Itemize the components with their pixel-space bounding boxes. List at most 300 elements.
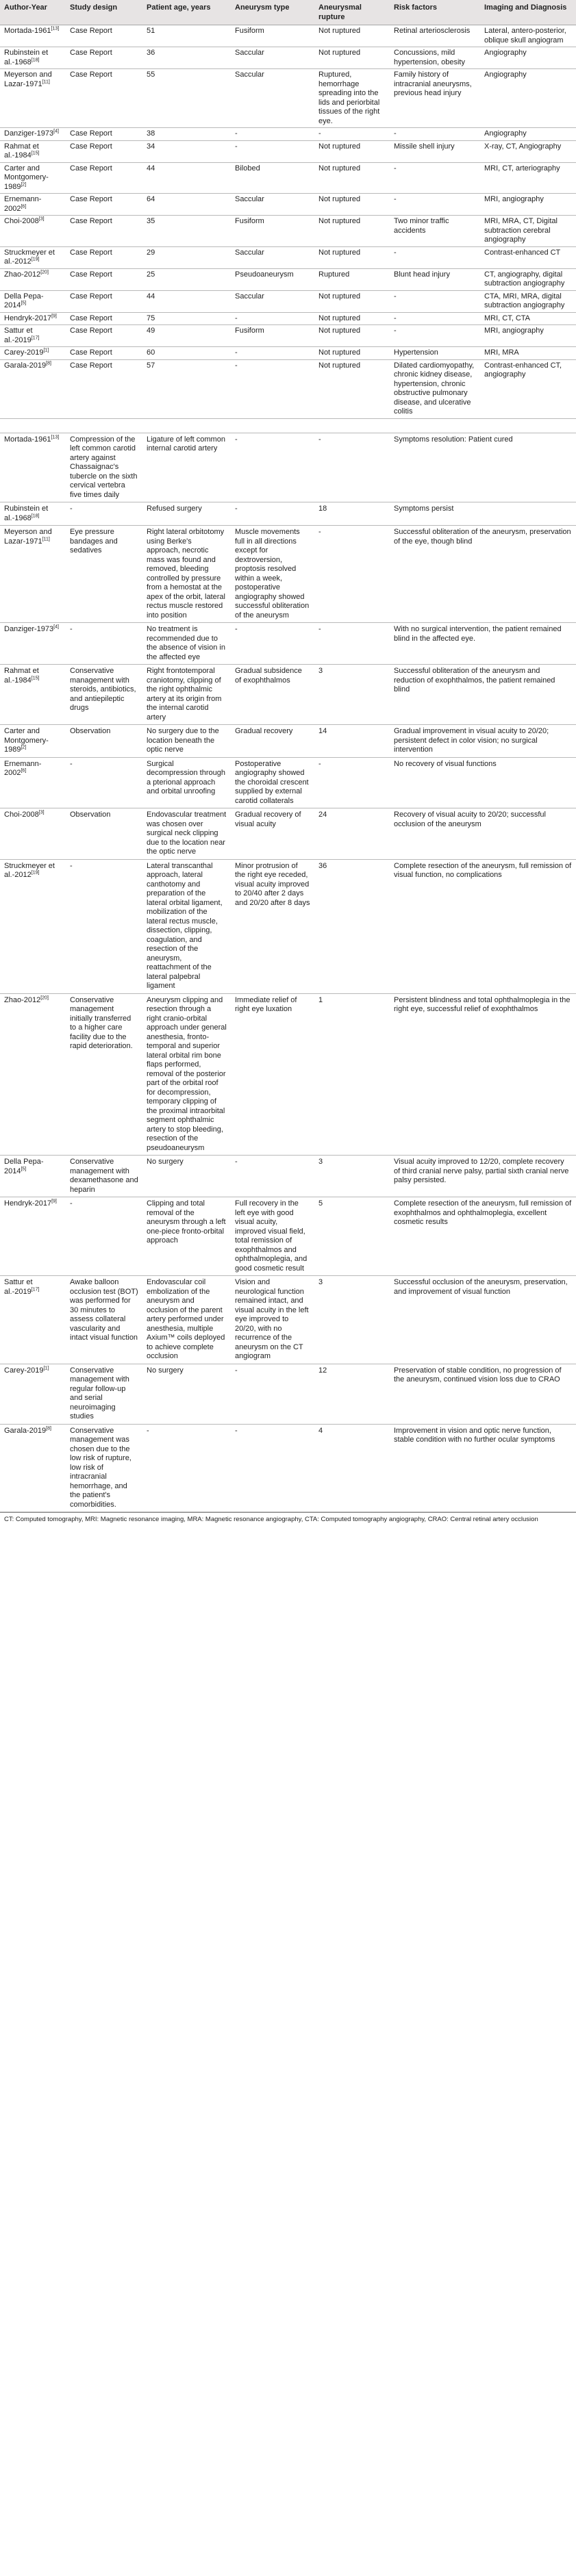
cell-aneurysm-type: - [231,140,314,162]
table-row [0,502,576,526]
table-row [0,325,576,347]
cell-aneurysm-type: - [231,312,314,325]
author-name: Danziger-1973 [4,129,54,138]
cell-postoperative-course: Gradual recovery [231,725,314,758]
cell-author [0,25,66,47]
cell-initial-management: Eye pressure bandages and sedatives [66,526,142,623]
cell-initial-management: Conservative management with steroids, antibiotics, and antiepileptic drugs [66,665,142,725]
cell-author [0,347,66,360]
cell-surgical-treatment: Right lateral orbitotomy using Berke's approach, necrotic mass was found and removed, bleeding controlled by pressure from a hemostat at the apex of the orbit, lateral rectus muscle restored into position [142,526,231,623]
cell-outcome: Persistent blindness and total ophthalmoplegia in the right eye, successful relief of exophthalmos [390,993,576,1156]
header-author: Author-Year [0,0,66,25]
cell-initial-management: Conservative management with regular follow-up and serial neuroimaging studies [66,1364,142,1424]
cell-imaging: X-ray, CT, Angiography [480,140,576,162]
cell-follow-up: 3 [314,665,390,725]
cell-surgical-treatment: Aneurysm clipping and resection through a right cranio-orbital approach under general anesthesia, fronto-temporal and superior lateral orbital rim bone flaps performed, removal of the posterior part of the orbital roof for decompression, temporary clipping of the proximal intraorbital segment ophthalmic artery to stop bleeding, resection of the pseudoaneurysm [142,993,231,1156]
author-name: Danziger-1973 [4,625,54,633]
cell-outcome: Successful occlusion of the aneurysm, preservation, and improvement of visual function [390,1276,576,1364]
reference-citation: [3] [38,216,45,222]
cell-postoperative-course: Postoperative angiography showed the choroidal crescent supplied by external carotid collaterals [231,757,314,808]
cell-imaging: MRI, angiography [480,325,576,347]
cell-patient-age: 44 [142,290,231,312]
author-name: Rahmat et al.-1984 [4,667,39,685]
table-row [0,1364,576,1424]
cell-imaging: Angiography [480,47,576,69]
reference-citation: [11] [42,79,50,84]
reference-citation: [5] [21,301,27,306]
cell-risk-factors: - [390,128,480,141]
author-name: Hendryk-2017 [4,1199,52,1208]
cell-author [0,623,66,665]
cell-risk-factors: - [390,290,480,312]
cell-follow-up: 4 [314,1424,390,1512]
cell-aneurysmal-rupture: Not ruptured [314,290,390,312]
reference-citation: [18] [31,513,40,518]
cell-postoperative-course: - [231,433,314,502]
cell-aneurysmal-rupture: Not ruptured [314,246,390,268]
table-row [0,526,576,623]
cell-aneurysm-type: Fusiform [231,325,314,347]
spacer-cell [231,418,314,433]
table-row [0,993,576,1156]
cell-author [0,69,66,128]
cell-aneurysm-type: Saccular [231,290,314,312]
cell-risk-factors: Missile shell injury [390,140,480,162]
author-name: Choi-2008 [4,811,39,819]
cell-outcome: Symptoms persist [390,502,576,526]
cell-author [0,47,66,69]
author-name: Carey-2019 [4,1366,44,1375]
cell-risk-factors: Concussions, mild hypertension, obesity [390,47,480,69]
cell-patient-age: 36 [142,47,231,69]
cell-aneurysmal-rupture: Not ruptured [314,140,390,162]
cell-initial-management: Observation [66,725,142,758]
cell-study-design: Case Report [66,128,142,141]
cell-author [0,162,66,194]
cell-aneurysmal-rupture: Ruptured [314,268,390,290]
cell-author [0,1197,66,1276]
cell-study-design: Case Report [66,216,142,247]
cell-surgical-treatment: Refused surgery [142,502,231,526]
cell-outcome: No recovery of visual functions [390,757,576,808]
cell-follow-up: 36 [314,859,390,993]
cell-author [0,290,66,312]
table-row [0,757,576,808]
cell-risk-factors: - [390,162,480,194]
table-row [0,1276,576,1364]
cell-imaging: MRI, MRA [480,347,576,360]
cell-aneurysm-type: Fusiform [231,25,314,47]
table-row [0,359,576,418]
cell-postoperative-course: - [231,1364,314,1424]
author-name: Hendryk-2017 [4,314,52,322]
author-name: Meyerson and Lazar-1971 [4,71,52,88]
cell-author [0,859,66,993]
cell-imaging: MRI, CT, CTA [480,312,576,325]
header-imaging: Imaging and Diagnosis [480,0,576,25]
table-row [0,162,576,194]
section-spacer-row [0,418,576,433]
cell-imaging: CTA, MRI, MRA, digital subtraction angiography [480,290,576,312]
table-row [0,128,576,141]
table-row [0,216,576,247]
spacer-cell [480,418,576,433]
cell-aneurysm-type: Saccular [231,194,314,216]
cell-follow-up: - [314,757,390,808]
cell-aneurysmal-rupture: Not ruptured [314,162,390,194]
cell-author [0,140,66,162]
author-name: Garala-2019 [4,1426,47,1435]
cell-aneurysm-type: Pseudoaneurysm [231,268,314,290]
cell-author [0,757,66,808]
cell-aneurysm-type: - [231,347,314,360]
reference-citation: [20] [40,269,49,275]
table-body-section-2 [0,433,576,1512]
cell-imaging: CT, angiography, digital subtraction angiography [480,268,576,290]
cell-author [0,359,66,418]
cell-risk-factors: - [390,194,480,216]
cell-initial-management: - [66,859,142,993]
cell-study-design: Case Report [66,359,142,418]
cell-imaging: Angiography [480,128,576,141]
table-row [0,140,576,162]
cell-patient-age: 64 [142,194,231,216]
cell-imaging: MRI, CT, arteriography [480,162,576,194]
cell-surgical-treatment: No surgery [142,1364,231,1424]
cell-study-design: Case Report [66,47,142,69]
cell-surgical-treatment: No surgery due to the location beneath the optic nerve [142,725,231,758]
reference-citation: [1] [43,348,49,353]
author-name: Ernemann-2002 [4,195,42,213]
reference-citation: [13] [51,434,60,439]
cell-surgical-treatment: Endovascular coil embolization of the aneurysm and occlusion of the parent artery performed under anesthesia, multiple Axium™ coils deployed to achieve complete occlusion [142,1276,231,1364]
cell-initial-management: Conservative management was chosen due to the low risk of rupture, low risk of intracranial hemorrhage, and the patient's comorbidities. [66,1424,142,1512]
cell-aneurysm-type: Fusiform [231,216,314,247]
cell-initial-management: - [66,623,142,665]
cell-patient-age: 35 [142,216,231,247]
cell-postoperative-course: Muscle movements full in all directions except for dextroversion, proptosis resolved within a week, postoperative angiography showed successful obliteration of the aneurysm [231,526,314,623]
cell-imaging: Angiography [480,69,576,128]
reference-citation: [15] [31,675,40,680]
cell-patient-age: 75 [142,312,231,325]
author-name: Rahmat et al.-1984 [4,142,39,160]
cell-aneurysmal-rupture: Not ruptured [314,347,390,360]
cell-outcome: Improvement in vision and optic nerve function, stable condition with no further ocular symptoms [390,1424,576,1512]
author-name: Rubinstein et al.-1968 [4,505,49,522]
cell-outcome: Successful obliteration of the aneurysm, preservation of the eye, though blind [390,526,576,623]
author-name: Sattur et al.-2019 [4,1278,33,1296]
cell-outcome: Visual acuity improved to 12/20, complete recovery of third cranial nerve palsy, partial sixth cranial nerve palsy persisted. [390,1156,576,1197]
reference-citation: [18] [31,57,40,62]
cell-aneurysmal-rupture: Ruptured, hemorrhage spreading into the lids and periorbital tissues of the right eye. [314,69,390,128]
cell-postoperative-course: Gradual recovery of visual acuity [231,808,314,860]
table-row [0,665,576,725]
header-aneurysm-type: Aneurysm type [231,0,314,25]
cell-study-design: Case Report [66,312,142,325]
cell-initial-management: Conservative management initially transferred to a higher care facility due to the rapid deterioration. [66,993,142,1156]
reference-citation: [6] [21,203,27,209]
table-row [0,1197,576,1276]
author-name: Zhao-2012 [4,270,41,279]
cell-aneurysm-type: Saccular [231,47,314,69]
reference-citation: [13] [51,26,60,31]
table-row [0,312,576,325]
reference-citation: [17] [31,335,40,340]
cell-aneurysmal-rupture: Not ruptured [314,47,390,69]
table-row [0,290,576,312]
cell-aneurysmal-rupture: Not ruptured [314,359,390,418]
cell-author [0,216,66,247]
cell-initial-management: Awake balloon occlusion test (BOT) was performed for 30 minutes to assess collateral vascularity and intact visual function [66,1276,142,1364]
author-name: Struckmeyer et al.-2012 [4,861,55,879]
table-row [0,246,576,268]
cell-surgical-treatment: No treatment is recommended due to the absence of vision in the affected eye [142,623,231,665]
author-name: Sattur et al.-2019 [4,327,33,344]
cell-postoperative-course: Minor protrusion of the right eye receded, visual acuity improved to 20/40 after 2 days and 20/20 after 8 days [231,859,314,993]
cell-author [0,1156,66,1197]
cell-study-design: Case Report [66,246,142,268]
table-row [0,623,576,665]
cell-patient-age: 38 [142,128,231,141]
table-row [0,1156,576,1197]
reference-citation: [6] [21,768,27,774]
author-name: Carter and Montgomery-1989 [4,727,49,754]
reference-citation: [5] [21,1166,27,1171]
reference-citation: [8] [46,360,51,366]
cell-risk-factors: Retinal arteriosclerosis [390,25,480,47]
cell-postoperative-course: Immediate relief of right eye luxation [231,993,314,1156]
cell-follow-up: 5 [314,1197,390,1276]
cell-author [0,526,66,623]
cell-patient-age: 57 [142,359,231,418]
cell-study-design: Case Report [66,290,142,312]
cell-outcome: Successful obliteration of the aneurysm and reduction of exophthalmos, the patient remained blind [390,665,576,725]
spacer-cell [390,418,480,433]
cell-postoperative-course: Vision and neurological function remained intact, and visual acuity in the left eye improved to 20/20, with no recurrence of the aneurysm on the CT angiogram [231,1276,314,1364]
table-row [0,347,576,360]
header-patient-age: Patient age, years [142,0,231,25]
header-aneurysmal-rupture: Aneurysmal rupture [314,0,390,25]
cell-author [0,128,66,141]
cell-author [0,808,66,860]
spacer-cell [314,418,390,433]
cell-aneurysmal-rupture: - [314,128,390,141]
cell-study-design: Case Report [66,25,142,47]
cell-surgical-treatment: No surgery [142,1156,231,1197]
cell-author [0,1276,66,1364]
cell-outcome: Recovery of visual acuity to 20/20; successful occlusion of the aneurysm [390,808,576,860]
reference-citation: [20] [40,995,49,1000]
cell-surgical-treatment: Surgical decompression through a pterional approach and orbital unroofing [142,757,231,808]
cell-postoperative-course: - [231,623,314,665]
table-body-section-1 [0,25,576,433]
cell-patient-age: 49 [142,325,231,347]
cell-author [0,268,66,290]
reference-citation: [9] [51,313,57,318]
cell-study-design: Case Report [66,69,142,128]
cell-author [0,665,66,725]
reference-citation: [8] [46,1425,51,1431]
cell-author [0,725,66,758]
cell-study-design: Case Report [66,268,142,290]
table-row [0,433,576,502]
reference-citation: [1] [43,1365,49,1370]
table-row [0,69,576,128]
cell-patient-age: 60 [142,347,231,360]
reference-citation: [4] [53,624,59,630]
cell-follow-up: 24 [314,808,390,860]
cell-risk-factors: Two minor traffic accidents [390,216,480,247]
cell-study-design: Case Report [66,140,142,162]
cell-author [0,502,66,526]
cell-imaging: Contrast-enhanced CT, angiography [480,359,576,418]
author-name: Mortada-1961 [4,435,51,444]
cell-surgical-treatment: Right frontotemporal craniotomy, clipping of the right ophthalmic artery at its origin from the internal carotid artery [142,665,231,725]
cell-follow-up: 18 [314,502,390,526]
cell-risk-factors: Hypertension [390,347,480,360]
cell-study-design: Case Report [66,162,142,194]
reference-citation: [15] [31,151,40,156]
reference-citation: [11] [42,536,50,541]
cell-patient-age: 34 [142,140,231,162]
header-study-design: Study design [66,0,142,25]
reference-citation: [2] [21,745,27,750]
table-row [0,808,576,860]
cell-follow-up: 3 [314,1276,390,1364]
cell-postoperative-course: Full recovery in the left eye with good visual acuity, improved visual field, total remission of exophthalmos and ophthalmoplegia, and good cosmetic result [231,1197,314,1276]
cell-patient-age: 29 [142,246,231,268]
cell-study-design: Case Report [66,194,142,216]
cell-follow-up: 1 [314,993,390,1156]
cell-outcome: Gradual improvement in visual acuity to 20/20; persistent defect in color vision; no surgical intervention [390,725,576,758]
cell-patient-age: 51 [142,25,231,47]
cell-study-design: Case Report [66,325,142,347]
table-row [0,725,576,758]
cell-author [0,1424,66,1512]
cell-initial-management: - [66,1197,142,1276]
author-name: Zhao-2012 [4,995,41,1004]
cell-surgical-treatment: Endovascular treatment was chosen over surgical neck clipping due to the location near the optic nerve [142,808,231,860]
cell-aneurysmal-rupture: Not ruptured [314,325,390,347]
author-name: Rubinstein et al.-1968 [4,49,49,66]
cell-author [0,993,66,1156]
cell-surgical-treatment: Clipping and total removal of the aneurysm through a left one-piece fronto-orbital approach [142,1197,231,1276]
cell-aneurysm-type: Saccular [231,69,314,128]
reference-citation: [19] [31,870,40,876]
reference-citation: [19] [31,257,40,262]
cell-aneurysm-type: Saccular [231,246,314,268]
table-row [0,859,576,993]
cell-outcome: Preservation of stable condition, no progression of the aneurysm, continued vision loss due to CRAO [390,1364,576,1424]
author-name: Garala-2019 [4,361,47,370]
cell-aneurysmal-rupture: Not ruptured [314,194,390,216]
spacer-cell [0,418,66,433]
cell-aneurysmal-rupture: Not ruptured [314,312,390,325]
cell-author [0,1364,66,1424]
cell-author [0,325,66,347]
cell-initial-management: Conservative management with dexamethasone and heparin [66,1156,142,1197]
reference-citation: [4] [53,129,59,134]
cell-follow-up: - [314,623,390,665]
header-risk-factors: Risk factors [390,0,480,25]
table-row [0,25,576,47]
author-name: Struckmeyer et al.-2012 [4,248,55,266]
cell-surgical-treatment: Lateral transcanthal approach, lateral canthotomy and preparation of the lateral orbital ligament, mobilization of the lateral rectus muscle, dissection, clipping, coagulation, and resection of the aneurysm, reattachment of the lateral palpebral ligament [142,859,231,993]
cell-aneurysmal-rupture: Not ruptured [314,216,390,247]
cell-surgical-treatment: - [142,1424,231,1512]
cell-study-design: Case Report [66,347,142,360]
cell-author [0,194,66,216]
cell-aneurysm-type: - [231,359,314,418]
cell-risk-factors: Blunt head injury [390,268,480,290]
cell-patient-age: 25 [142,268,231,290]
cell-follow-up: 12 [314,1364,390,1424]
cell-risk-factors: - [390,325,480,347]
reference-citation: [2] [21,181,27,187]
cell-imaging: MRI, MRA, CT, Digital subtraction cerebral angiography [480,216,576,247]
cell-author [0,246,66,268]
cell-imaging: MRI, angiography [480,194,576,216]
cell-aneurysm-type: - [231,128,314,141]
reference-citation: [3] [38,810,45,815]
cell-surgical-treatment: Ligature of left common internal carotid artery [142,433,231,502]
author-name: Meyerson and Lazar-1971 [4,528,52,546]
reference-citation: [17] [31,1286,40,1292]
cell-patient-age: 55 [142,69,231,128]
cell-initial-management: Observation [66,808,142,860]
cell-initial-management: Compression of the left common carotid artery against Chassaignac's tubercle on the sixth cervical vertebra five times daily [66,433,142,502]
author-name: Mortada-1961 [4,27,51,35]
cell-outcome: Symptoms resolution: Patient cured [390,433,576,502]
table-footnote: CT: Computed tomography, MRI: Magnetic resonance imaging, MRA: Magnetic resonance angiography, CTA: Computed tomography angiography, CRAO: Central retinal artery occlusion [0,1512,576,1527]
cell-risk-factors: Family history of intracranial aneurysms, previous head injury [390,69,480,128]
cell-postoperative-course: - [231,1156,314,1197]
cell-initial-management: - [66,502,142,526]
cell-risk-factors: Dilated cardiomyopathy, chronic kidney disease, hypertension, chronic obstructive pulmonary disease, and ulcerative colitis [390,359,480,418]
spacer-cell [66,418,142,433]
cell-postoperative-course: - [231,502,314,526]
cell-imaging: Lateral, antero-posterior, oblique skull angiogram [480,25,576,47]
table-header-row [0,0,576,25]
cell-postoperative-course: - [231,1424,314,1512]
spacer-cell [142,418,231,433]
cell-follow-up: - [314,526,390,623]
cell-aneurysmal-rupture: Not ruptured [314,25,390,47]
reference-citation: [9] [51,1199,57,1204]
cell-imaging: Contrast-enhanced CT [480,246,576,268]
cell-patient-age: 44 [142,162,231,194]
cell-aneurysm-type: Bilobed [231,162,314,194]
table-row [0,47,576,69]
cell-outcome: Complete resection of the aneurysm, full remission of exophthalmos and ophthalmoplegia, excellent cosmetic results [390,1197,576,1276]
cell-initial-management: - [66,757,142,808]
table-row [0,268,576,290]
cell-author [0,312,66,325]
cell-follow-up: 3 [314,1156,390,1197]
cell-risk-factors: - [390,246,480,268]
cell-risk-factors: - [390,312,480,325]
author-name: Choi-2008 [4,217,39,225]
cell-postoperative-course: Gradual subsidence of exophthalmos [231,665,314,725]
cell-outcome: Complete resection of the aneurysm, full remission of visual function, no complications [390,859,576,993]
cell-author [0,433,66,502]
cell-follow-up: - [314,433,390,502]
cell-outcome: With no surgical intervention, the patient remained blind in the affected eye. [390,623,576,665]
author-name: Carey-2019 [4,348,44,357]
author-name: Della Pepa-2014 [4,292,44,309]
author-name: Della Pepa-2014 [4,1158,44,1175]
author-name: Carter and Montgomery-1989 [4,164,49,191]
